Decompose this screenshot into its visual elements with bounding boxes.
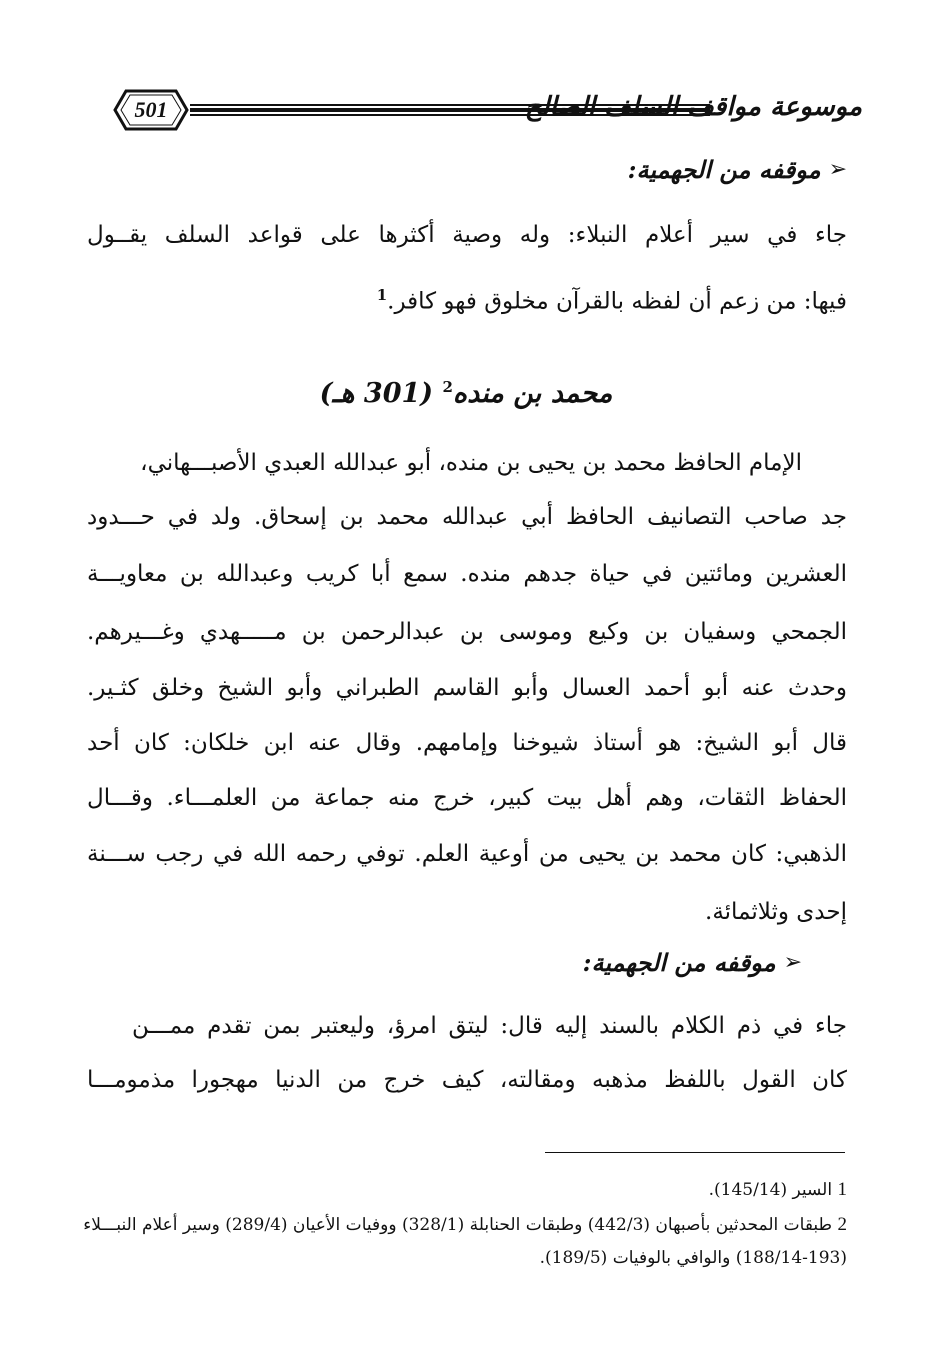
text-line: جد صاحب التصانيف الحافظ أبي عبدالله محمد بن إسحاق. ولد في حـــدود bbox=[87, 504, 847, 530]
section-subheading bbox=[628, 155, 847, 184]
footnote-text: (188/14-193) والوافي بالوفيات (189/5). bbox=[539, 1248, 847, 1268]
page-number: 501 bbox=[134, 97, 168, 122]
text-line: الذهبي: كان محمد بن يحيى من أوعية العلم. توفي رحمه الله في رجب ســـنة bbox=[87, 841, 847, 867]
footnote-separator bbox=[545, 1152, 845, 1153]
text-line: الجمحي وسفيان بن وكيع وموسى بن عبدالرحمن بن مـــــهدي وغـــيرهم. bbox=[87, 619, 847, 645]
arrow-icon: ➢ bbox=[828, 157, 847, 182]
biography-name: محمد بن منده bbox=[452, 378, 613, 409]
footnote bbox=[87, 1245, 847, 1271]
footnote-ref: 2 bbox=[442, 378, 453, 396]
biography-date: (301 هـ) bbox=[319, 378, 434, 409]
text-line: وحدث عنه أبو أحمد العسال وأبو القاسم الطبراني وأبو الشيخ وخلق كثـير. bbox=[87, 675, 847, 701]
series-title: موسوعة مواقف السلف الصالح bbox=[524, 92, 862, 122]
text-line: جاء في ذم الكلام بالسند إليه قال: ليتق امرؤ، وليعتبر بمن تقدم ممـــن bbox=[132, 1013, 847, 1039]
text-line: إحدى وثلاثمائة. bbox=[705, 899, 847, 925]
text-line: كان القول باللفظ مذهبه ومقالته، كيف خرج من الدنيا مهجورا مذمومـــا bbox=[87, 1067, 847, 1093]
page-header bbox=[112, 78, 862, 142]
text-line bbox=[87, 275, 847, 322]
footnote-number: 2 bbox=[837, 1214, 847, 1235]
footnote bbox=[83, 1212, 847, 1238]
page-number-badge bbox=[112, 88, 190, 132]
biography-title bbox=[0, 378, 932, 409]
footnote bbox=[87, 1177, 847, 1203]
text-line: العشرين ومائتين في حياة جدهم منده. سمع أبا كريب وعبدالله بن معاويـــة bbox=[87, 561, 847, 587]
footnote-text: طبقات المحدثين بأصبهان (442/3) وطبقات الحنابلة (328/1) ووفيات الأعيان (289/4) وسير أعلام النبـــلاء bbox=[83, 1215, 833, 1235]
text-line: قال أبو الشيخ: هو أستاذ شيوخنا وإمامهم. وقال عنه ابن خلكان: كان أحد bbox=[87, 730, 847, 756]
subheading-text: موقفه من الجهمية: bbox=[582, 948, 776, 977]
section-subheading bbox=[583, 948, 802, 977]
footnote-number: 1 bbox=[837, 1179, 847, 1200]
text-line: الحفاظ الثقات، وهم أهل بيت كبير، خرج منه جماعة من العلمـــاء. وقـــال bbox=[87, 785, 847, 811]
text-line: جاء في سير أعلام النبلاء: وله وصية أكثرها على قواعد السلف يقــول bbox=[87, 222, 847, 248]
footnote-ref: 1 bbox=[376, 286, 388, 304]
arrow-icon: ➢ bbox=[783, 950, 802, 975]
text-line-content: فيها: من زعم أن لفظه بالقرآن مخلوق فهو كافر. bbox=[387, 288, 847, 315]
text-line: الإمام الحافظ محمد بن يحيى بن منده، أبو عبدالله العبدي الأصبـــهاني، bbox=[140, 450, 802, 476]
subheading-text: موقفه من الجهمية: bbox=[627, 155, 821, 184]
footnote-text: السير (145/14). bbox=[708, 1180, 833, 1200]
